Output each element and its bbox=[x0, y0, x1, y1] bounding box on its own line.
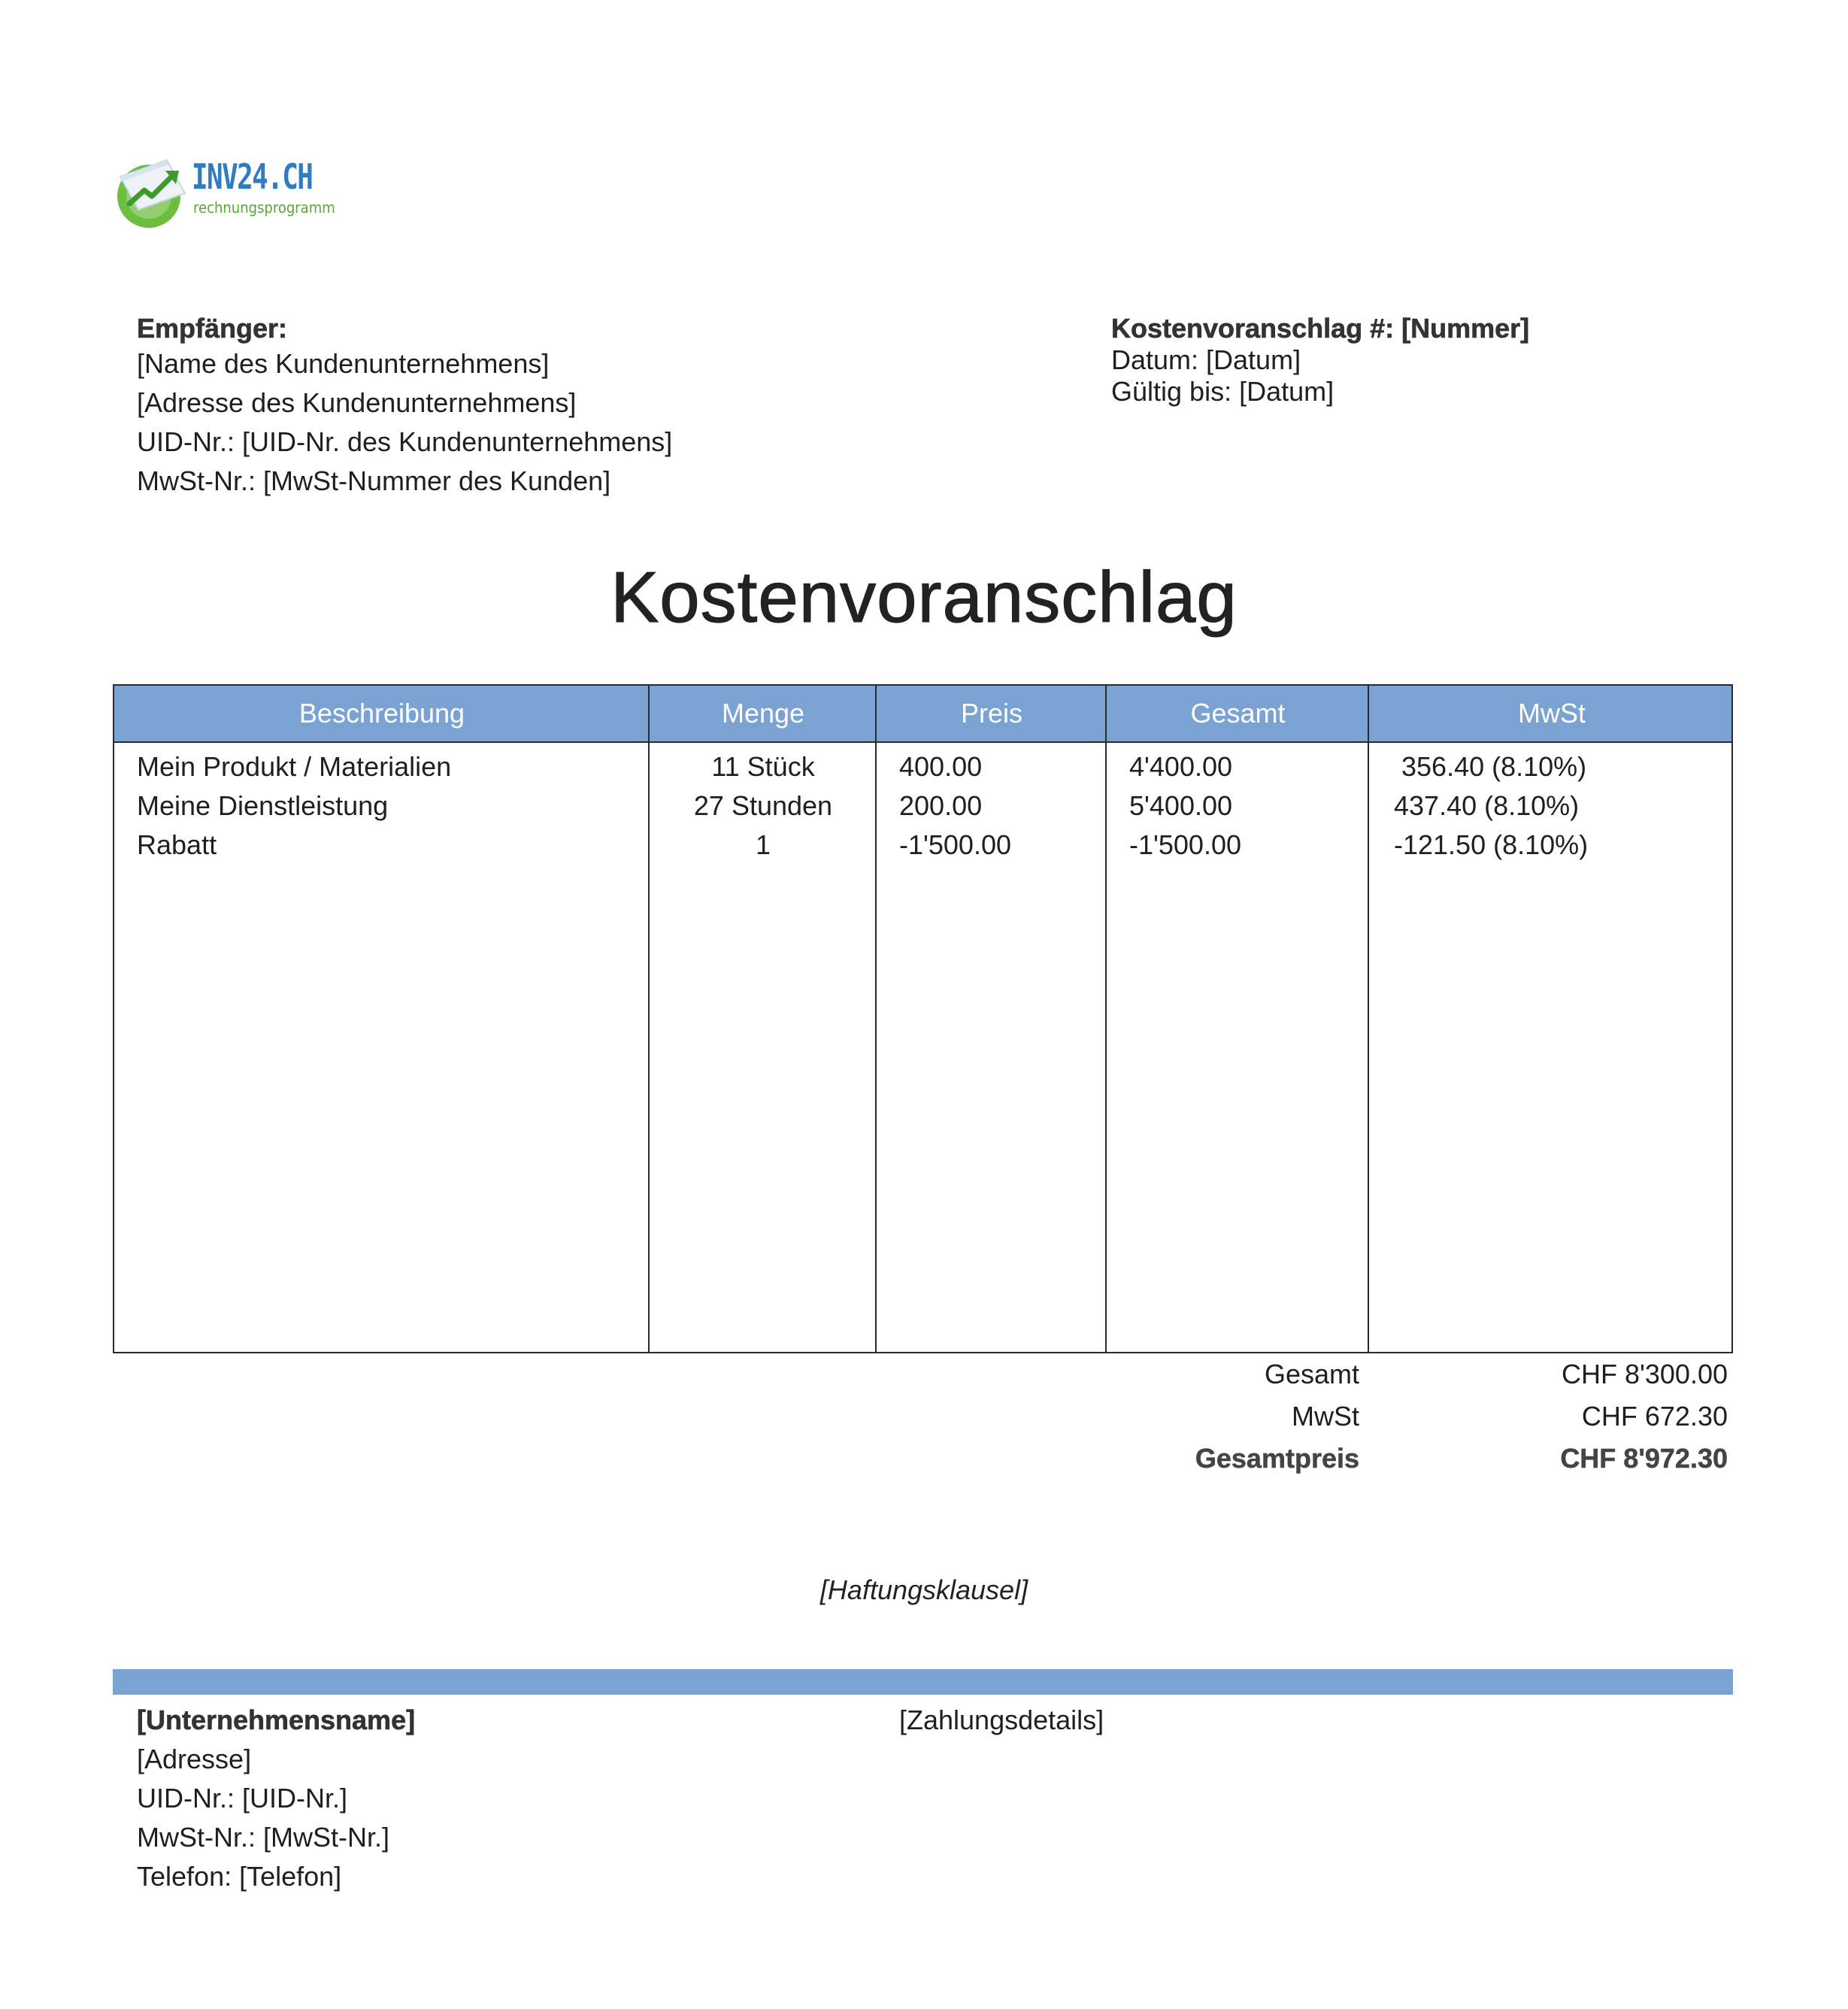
header-total: Gesamt bbox=[1190, 698, 1286, 729]
cell-quantity: 1 bbox=[755, 829, 771, 860]
footer-company-block bbox=[137, 1701, 415, 1896]
quote-valid-until: Gültig bis: [Datum] bbox=[1111, 376, 1334, 407]
cell-vat: 356.40 (8.10%) bbox=[1394, 751, 1587, 782]
table-header bbox=[114, 686, 1731, 743]
header-description: Beschreibung bbox=[298, 698, 465, 729]
logo-tagline: rechnungsprogramm bbox=[193, 198, 335, 217]
quote-info-block bbox=[1111, 313, 1529, 408]
vat-value: CHF 672.30 bbox=[1581, 1401, 1728, 1432]
vat-label: MwSt bbox=[1292, 1401, 1359, 1432]
page-title: Kostenvoranschlag bbox=[610, 557, 1238, 638]
footer-line: Telefon: [Telefon] bbox=[137, 1861, 342, 1892]
recipient-heading: Empfänger: bbox=[137, 313, 288, 344]
recipient-line: MwSt-Nr.: [MwSt-Nummer des Kunden] bbox=[137, 465, 611, 496]
quote-number: Kostenvoranschlag #: [Nummer] bbox=[1111, 313, 1530, 344]
column-divider bbox=[1105, 686, 1107, 1352]
cell-price: 400.00 bbox=[899, 751, 983, 782]
logo-wordmark: INV24.CH bbox=[192, 156, 313, 197]
footer-bar bbox=[113, 1669, 1733, 1695]
cell-price: 200.00 bbox=[899, 790, 983, 821]
footer-line: UID-Nr.: [UID-Nr.] bbox=[137, 1783, 347, 1814]
quote-date: Datum: [Datum] bbox=[1111, 344, 1301, 375]
cell-quantity: 27 Stunden bbox=[693, 790, 833, 821]
column-divider bbox=[1368, 686, 1369, 1352]
subtotal-label: Gesamt bbox=[1264, 1359, 1359, 1389]
footer-payment-details: [Zahlungsdetails] bbox=[899, 1704, 1104, 1735]
cell-total: 5'400.00 bbox=[1129, 790, 1233, 821]
header-price: Preis bbox=[960, 698, 1023, 729]
cell-description: Meine Dienstleistung bbox=[137, 790, 389, 821]
cell-vat: 437.40 (8.10%) bbox=[1394, 790, 1580, 821]
cell-total: -1'500.00 bbox=[1129, 829, 1241, 860]
liability-clause: [Haftungsklausel] bbox=[819, 1574, 1029, 1605]
cell-total: 4'400.00 bbox=[1129, 751, 1233, 782]
recipient-line: [Name des Kundenunternehmens] bbox=[137, 348, 550, 379]
subtotal-value: CHF 8'300.00 bbox=[1562, 1359, 1728, 1389]
recipient-line: UID-Nr.: [UID-Nr. des Kundenunternehmens] bbox=[137, 426, 673, 457]
cell-description: Rabatt bbox=[137, 829, 217, 860]
footer-line: [Adresse] bbox=[137, 1744, 252, 1774]
cell-quantity: 11 Stück bbox=[711, 751, 815, 782]
recipient-line: [Adresse des Kundenunternehmens] bbox=[137, 387, 577, 418]
grand-total-value: CHF 8'972.30 bbox=[1560, 1443, 1728, 1474]
recipient-block bbox=[137, 313, 672, 501]
grand-total-label: Gesamtpreis bbox=[1195, 1443, 1359, 1474]
cell-description: Mein Produkt / Materialien bbox=[137, 751, 452, 782]
cell-price: -1'500.00 bbox=[899, 829, 1011, 860]
header-vat: MwSt bbox=[1518, 698, 1586, 729]
cell-vat: -121.50 (8.10%) bbox=[1394, 829, 1589, 860]
footer-line: MwSt-Nr.: [MwSt-Nr.] bbox=[137, 1822, 389, 1853]
header-quantity: Menge bbox=[721, 698, 805, 729]
footer-company-name: [Unternehmensname] bbox=[137, 1704, 416, 1735]
logo-icon bbox=[113, 154, 195, 229]
items-table bbox=[113, 684, 1733, 1353]
